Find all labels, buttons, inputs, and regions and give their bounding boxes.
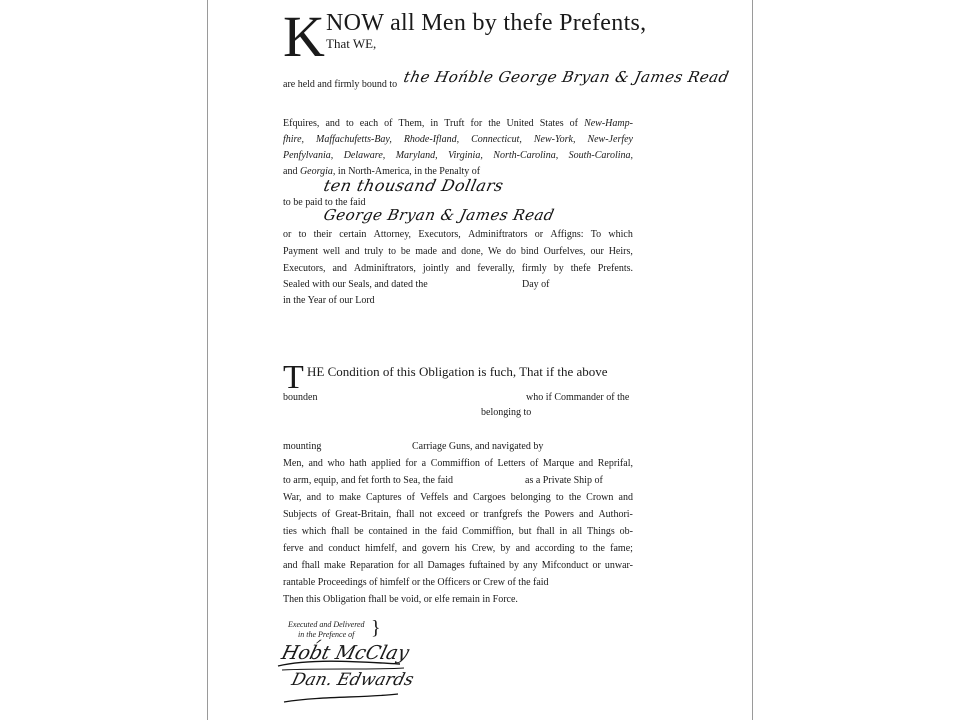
para3-line-1: Men, and who hath applied for a Commiffion of Letters of Marque and Reprifal,: [283, 458, 633, 469]
signature-2: Dan. Edwards: [289, 670, 416, 690]
para3-line-2a: to arm, equip, and fet forth to Sea, the faid: [283, 475, 453, 486]
para3-line-7: and fhall make Reparation for all Damages fuftained by any Mifconduct or unwar-: [283, 560, 633, 571]
day-of-text: Day of: [522, 279, 550, 290]
year-line: in the Year of our Lord: [283, 295, 375, 306]
para3-line-4: Subjects of Great-Britain, fhall not exceed or tranfgrefs the Powers and Authori-: [283, 509, 633, 520]
para2-line-2: Payment well and truly to be made and done, We do bind Ourfelves, our Heirs,: [283, 246, 633, 257]
signature-1: Hob́t McClay: [279, 642, 412, 664]
para1-line-4: and Georgia, in North-America, in the Penalty of: [283, 166, 481, 177]
para3-line-2b: as a Private Ship of: [525, 475, 603, 486]
paid-handwriting: George Bryan & James Read: [322, 206, 557, 224]
commander-text: who if Commander of the: [526, 392, 630, 403]
bound-handwriting: the Hońble George Bryan & James Read: [402, 68, 731, 86]
heading-title: NOW all Men by thefe Prefents,: [326, 10, 647, 36]
carriage-text: Carriage Guns, and navigated by: [412, 441, 544, 452]
executed-bracket: }: [371, 617, 381, 639]
bounden-text: bounden: [283, 392, 318, 403]
para3-line-5: ties which fhall be contained in the faid Commiffion, but fhall in all Things ob-: [283, 526, 633, 537]
heading-subtitle: That WE,: [326, 36, 377, 51]
para3-line-8: rantable Proceedings of himfelf or the Officers or Crew of the faid: [283, 577, 549, 588]
para1-line-2: fhire, Maffachufetts-Bay, Rhode-Ifland, Connecticut, New-York, New-Jerfey: [283, 134, 633, 145]
para1-line-3: Penfylvania, Delaware, Maryland, Virginia, North-Carolina, South-Carolina,: [283, 150, 633, 161]
sealed-text: Sealed with our Seals, and dated the: [283, 279, 428, 290]
mounting-text: mounting: [283, 441, 322, 452]
dropcap-t: T: [283, 359, 304, 396]
belonging-text: belonging to: [481, 407, 532, 418]
bound-prefix: are held and firmly bound to: [283, 79, 398, 90]
dropcap-k: K: [283, 4, 325, 69]
para2-line-3: Executors, and Adminiftrators, jointly and feverally, firmly by thefe Prefents.: [283, 263, 633, 274]
void-line: Then this Obligation fhall be void, or elfe remain in Force.: [283, 594, 518, 605]
penalty-handwriting: ten thousand Dollars: [321, 176, 506, 195]
para3-line-6: ferve and conduct himfelf, and govern his Crew, by and according to the fame;: [283, 543, 633, 554]
para1-line-1: Efquires, and to each of Them, in Truft for the United States of New-Hamp-: [283, 118, 633, 129]
executed-line-1: Executed and Delivered: [288, 620, 365, 629]
para2-line-1: or to their certain Attorney, Executors, Adminiftrators or Affigns: To which: [283, 229, 633, 240]
condition-heading: HE Condition of this Obligation is fuch, That if the above: [307, 364, 608, 379]
paid-prefix: to be paid to the faid: [283, 197, 366, 208]
para3-line-3: War, and to make Captures of Veffels and Cargoes belonging to the Crown and: [283, 492, 633, 503]
executed-line-2: in the Prefence of: [298, 630, 355, 639]
